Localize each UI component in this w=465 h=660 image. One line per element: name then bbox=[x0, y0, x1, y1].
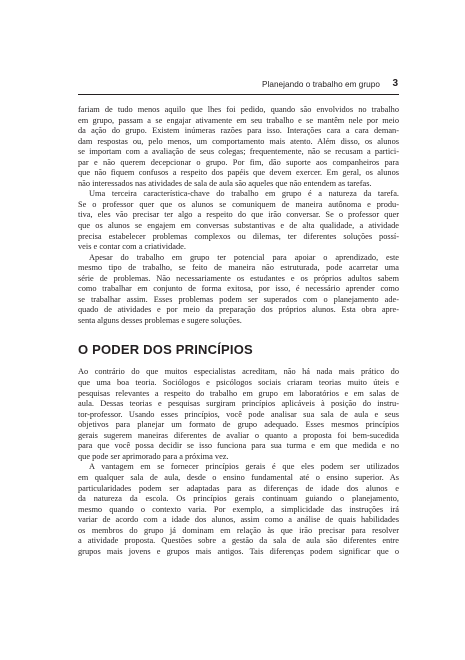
paragraph-3 bbox=[78, 253, 399, 327]
text-line: da natureza da escola. Os princípios gerais continuam guiando o planejamento, bbox=[78, 494, 399, 504]
text-line: que uma boa teoria. Sociólogos e psicólogos sociais criaram teorias muito úteis e bbox=[78, 378, 399, 388]
running-header bbox=[78, 78, 399, 95]
section-heading: O PODER DOS PRINCÍPIOS bbox=[78, 342, 253, 358]
text-line: Se o professor quer que os alunos se comuniquem de maneira autônoma e produ- bbox=[78, 199, 399, 209]
text-line: grupos mais jovens e grupos mais antigos. Tais diferenças podem significar que o bbox=[78, 546, 399, 556]
text-line: variar de acordo com a idade dos alunos, assim como a análise de quais habilidades bbox=[78, 515, 399, 525]
text-line: a atividade proposta. Questões sobre a gestão da sala de aula são diferentes entre bbox=[78, 536, 399, 546]
text-line: se importam com a avaliação de seus colegas; frequentemente, não se recusam a partici- bbox=[78, 147, 399, 157]
paragraph-1 bbox=[78, 105, 399, 189]
text-line: fariam de tudo menos aquilo que lhes foi pedido, quando são envolvidos no trabalho bbox=[78, 105, 399, 114]
text-line: gerais sugerem maneiras diferentes de avaliar o quanto a proposta foi bem-sucedida bbox=[78, 430, 399, 440]
text-line: tor-professor. Usando esses princípios, você pode analisar sua sala de aula e seus bbox=[78, 409, 399, 419]
text-line: veis e contar com a criatividade. bbox=[78, 242, 186, 252]
text-line: da ação do grupo. Existem inúmeras razões para isso. Interações cara a cara deman- bbox=[78, 126, 399, 136]
text-line: mesmo quando o contexto varia. Por exemplo, a simplicidade das instruções irá bbox=[78, 504, 399, 514]
text-line: como trabalhar em conjunto de forma exitosa, por isso, é necessário aprender como bbox=[78, 284, 399, 294]
text-line: em qualquer sala de aula, desde o ensino fundamental até o ensino superior. As bbox=[78, 472, 399, 482]
text-line: aula. Dessas teorias e pesquisas surgiram princípios aplicáveis à posição do instru- bbox=[78, 399, 399, 409]
text-line: precisa estabelecer problemas complexos ou dilemas, ter diferentes soluções possí- bbox=[78, 231, 399, 241]
text-line: quado de atividades e por meio da preparação dos próprios alunos. Esta obra apre- bbox=[78, 305, 399, 315]
text-line: Apesar do trabalho em grupo ter potencial para apoiar o aprendizado, este bbox=[89, 252, 399, 262]
paragraph-5 bbox=[78, 462, 399, 557]
text-line: objetivos para planejar um formato de grupo adequado. Esses mesmos princípios bbox=[78, 420, 399, 430]
text-line: particularidades podem ser adaptadas para as diferenças de idade dos alunos e bbox=[78, 483, 399, 493]
paragraph-2 bbox=[78, 189, 399, 252]
text-line: se trabalhar assim. Esses problemas podem ser superados com o planejamento ade- bbox=[78, 294, 399, 304]
text-line: em grupo, passam a se engajar ativamente em seu trabalho e se mantêm nele por meio bbox=[78, 115, 399, 125]
paragraph-4 bbox=[78, 367, 399, 462]
text-line: senta alguns desses problemas e sugere soluções. bbox=[78, 315, 242, 325]
page-number: 3 bbox=[392, 78, 398, 89]
text-line: que os alunos se engajem em conversas substantivas e de alta qualidade, a atividade bbox=[78, 221, 399, 231]
text-line: Ao contrário do que muitos especialistas acreditam, não há nada mais prático do bbox=[78, 367, 399, 377]
text-line: dam respostas ou, pelo menos, um comportamento mais atento. Além disso, os alunos bbox=[78, 136, 399, 146]
text-line: tiva, eles vão precisar ter algo a respeito do que irão conversar. Se o professor quer bbox=[78, 210, 399, 220]
text-line: não interessados nas atividades de sala de aula são aqueles que não entendem as tarefas. bbox=[78, 178, 372, 188]
text-line: para que você possa decidir se isso funciona para sua turma e em que medida e no bbox=[78, 441, 399, 451]
text-line: Uma terceira característica-chave do trabalho em grupo é a natureza da tarefa. bbox=[89, 189, 399, 199]
text-line: série de problemas. Não necessariamente os estudantes e os próprios adultos sabem bbox=[78, 273, 399, 283]
text-line: que pode ser aprimorado para a próxima vez. bbox=[78, 451, 229, 461]
text-line: A vantagem em se fornecer princípios gerais é que eles podem ser utilizados bbox=[89, 462, 399, 472]
running-title: Planejando o trabalho em grupo bbox=[261, 80, 380, 89]
text-line: pesquisas relevantes a respeito do trabalho em grupo em laboratórios e em salas de bbox=[78, 388, 399, 398]
page-body bbox=[78, 105, 399, 557]
text-line: mesmo tipo de trabalho, se feito de maneira não estruturada, pode acarretar uma bbox=[78, 263, 399, 273]
text-line: que não fiquem confusos a respeito dos papéis que devem exercer. Em geral, os alunos bbox=[78, 168, 399, 178]
text-line: os membros do grupo já dominam em relação às que irão precisar para resolver bbox=[78, 525, 399, 535]
text-line: par e não querem decepcionar o grupo. Por fim, dão suporte aos companheiros para bbox=[78, 157, 399, 167]
